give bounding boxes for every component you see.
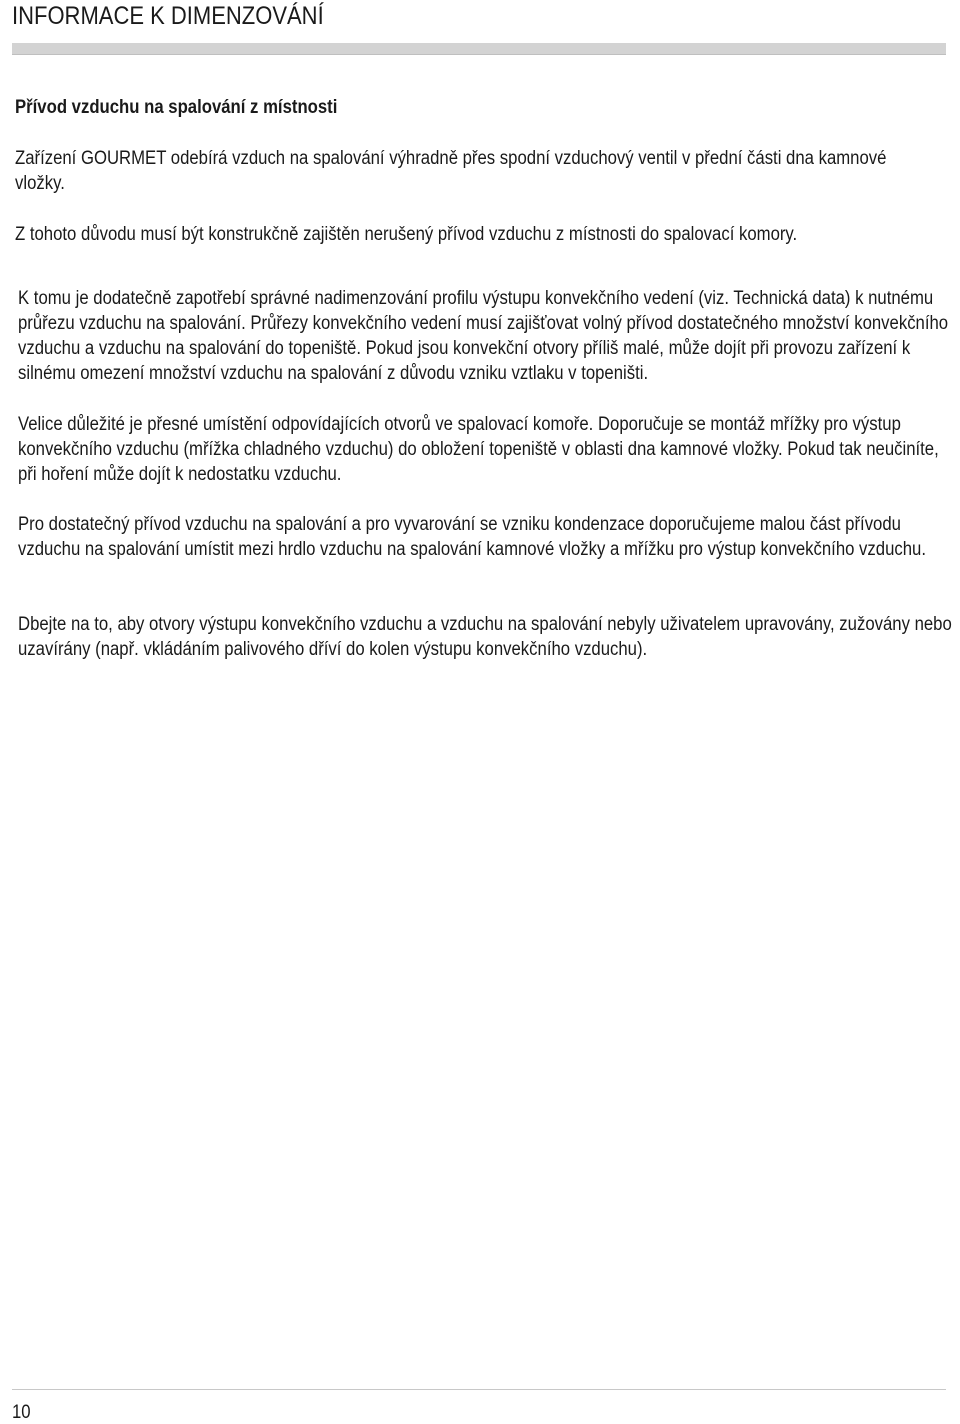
title-rule	[12, 43, 946, 55]
paragraph-2: Z tohoto důvodu musí být konstrukčně zajištěn nerušený přívod vzduchu z místnosti do spalovací komory.	[15, 224, 798, 245]
paragraph-3: K tomu je dodatečně zapotřebí správné nadimenzování profilu výstupu konvekčního vedení (viz. Technická data) k nutnému průřezu vzduchu na spalování. Průřezy konvekčního vedení musí zajišťovat volný přívod dostatečného množství konvekčního vzduchu a vzduchu na spalování do topeniště. Pokud jsou konvekční otvory příliš malé, může dojít při provozu zařízení k silnému omezení množství vzduchu na spalování z důvodu vzniku vztlaku v topeništi.	[18, 288, 949, 384]
footer-rule	[12, 1389, 946, 1390]
paragraph-5: Pro dostatečný přívod vzduchu na spalování a pro vyvarování se vzniku kondenzace doporučujeme malou část přívodu vzduchu na spalování umístit mezi hrdlo vzduchu na spalování kamnové vložky a mřížku pro výstup konvekčního vzduchu.	[18, 514, 926, 560]
paragraph-1: Zařízení GOURMET odebírá vzduch na spalování výhradně přes spodní vzduchový ventil v přední části dna kamnové vložky.	[15, 148, 887, 194]
page-title: INFORMACE K DIMENZOVÁNÍ	[12, 2, 324, 30]
section-heading: Přívod vzduchu na spalování z místnosti	[15, 97, 338, 118]
paragraph-6: Dbejte na to, aby otvory výstupu konvekčního vzduchu a vzduchu na spalování nebyly uživatelem upravovány, zužovány nebo uzavírány (např. vkládáním palivového dříví do kolen výstupu konvekčního vzduchu).	[18, 614, 952, 660]
paragraph-4: Velice důležité je přesné umístění odpovídajících otvorů ve spalovací komoře. Doporučuje se montáž mřížky pro výstup konvekčního vzduchu (mřížka chladného vzduchu) do obložení topeniště v oblasti dna kamnové vložky. Pokud tak neučiníte, při hoření může dojít k nedostatku vzduchu.	[18, 414, 939, 485]
page-number: 10	[12, 1402, 31, 1423]
